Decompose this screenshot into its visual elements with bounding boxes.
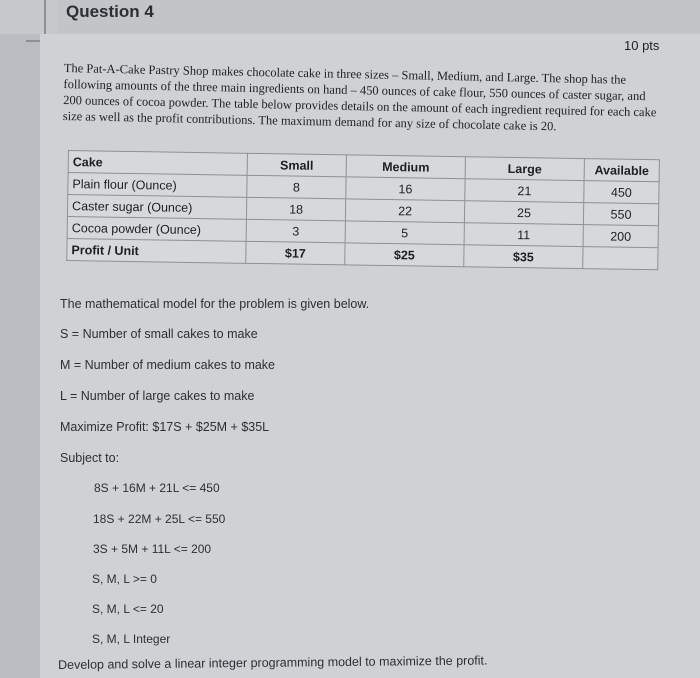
header-large: Large [465, 157, 584, 181]
model-intro: The mathematical model for the problem is given below. [60, 297, 370, 311]
cell-medium: $25 [345, 243, 464, 267]
cell-small: $17 [246, 241, 345, 265]
header-small: Small [247, 153, 346, 177]
l-definition: L = Number of large cakes to make [60, 389, 255, 403]
constraint-cocoa: 3S + 5M + 11L <= 200 [93, 542, 212, 556]
constraint-flour: 8S + 16M + 21L <= 450 [94, 481, 220, 495]
cell-available: 200 [583, 225, 658, 248]
cell-large: $35 [464, 245, 583, 269]
m-definition: M = Number of medium cakes to make [60, 358, 276, 372]
header-available: Available [584, 159, 659, 182]
cell-small: 8 [247, 175, 346, 199]
constraint-nonnegative: S, M, L >= 0 [92, 572, 157, 586]
ingredients-table [66, 150, 660, 270]
problem-statement: The Pat-A-Cake Pastry Shop makes chocolate cake in three sizes – Small, Medium, and Large. The shop has the following amounts of the three main ingredients on hand – 450 ounces of cake flour, 550 ounces of caster sugar, and 200 ounces of cocoa powder. The table below provides details on the amount of each ingredient required for each cake size as well as the profit contributions. The maximum demand for any size of chocolate cake is 20. [62, 60, 657, 134]
cell-medium: 16 [346, 177, 465, 201]
cell-small: 3 [246, 219, 345, 243]
task-instruction: Develop and solve a linear integer programming model to maximize the profit. [58, 653, 488, 672]
header-medium: Medium [346, 155, 465, 179]
cell-available [583, 247, 658, 270]
row-label: Profit / Unit [67, 238, 246, 263]
cell-available: 550 [583, 203, 658, 226]
question-title: Question 4 [66, 2, 154, 21]
row-label: Caster sugar (Ounce) [67, 195, 246, 220]
cell-medium: 22 [345, 199, 464, 223]
question-header [58, 0, 700, 35]
constraint-demand: S, M, L <= 20 [92, 602, 164, 616]
subject-to-label: Subject to: [60, 451, 120, 465]
cell-large: 25 [464, 201, 583, 225]
constraint-sugar: 18S + 22M + 25L <= 550 [93, 512, 226, 526]
cell-large: 21 [465, 179, 584, 203]
cell-medium: 5 [345, 221, 464, 245]
s-definition: S = Number of small cakes to make [60, 327, 258, 341]
cell-available: 450 [584, 181, 659, 204]
row-label: Plain flour (Ounce) [68, 173, 247, 198]
points-label: 10 pts [624, 38, 660, 53]
cell-small: 18 [246, 197, 345, 221]
row-label: Cocoa powder (Ounce) [67, 216, 246, 241]
objective-function: Maximize Profit: $17S + $25M + $35L [60, 420, 270, 434]
header-cake: Cake [68, 151, 247, 176]
constraint-integer: S, M, L Integer [92, 632, 171, 646]
cell-large: 11 [464, 223, 583, 247]
